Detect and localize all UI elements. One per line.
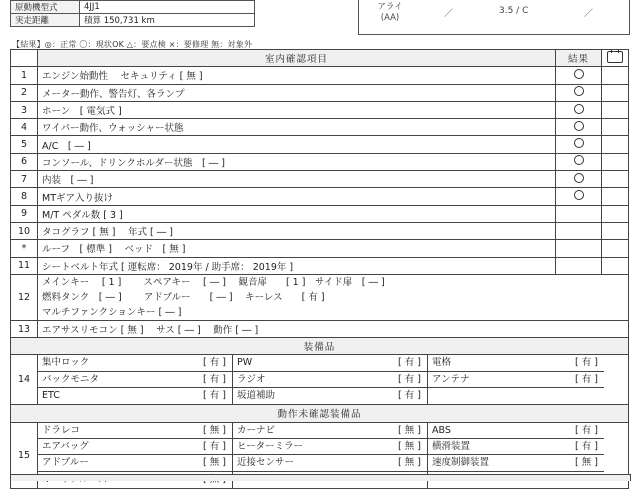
item-number: 6 <box>11 153 38 170</box>
equipment-name: バックモニタ <box>42 373 100 385</box>
result-legend: 【結果】◎：正常 〇：現状OK △：要点検 ×：要修理 無：対象外 <box>12 40 253 49</box>
interior-item-row <box>11 67 629 84</box>
item-text: ホーン [ 電気式 ] <box>38 101 556 118</box>
item-result <box>556 257 602 274</box>
equipment-item <box>38 388 233 404</box>
equipment-item <box>38 439 233 455</box>
header-blank <box>11 50 38 67</box>
equipment-value: [ 無 ] <box>398 457 421 469</box>
circle-icon <box>574 104 584 114</box>
circle-icon <box>574 155 584 165</box>
equipment-value: [ 有 ] <box>203 373 226 385</box>
equipment-value: [ 有 ] <box>203 390 226 402</box>
equipment-item <box>38 455 233 471</box>
equipment-header-row <box>11 338 629 355</box>
equipment-item <box>233 455 428 471</box>
item-icon-cell <box>602 205 629 222</box>
equipment-value: [ 有 ] <box>575 440 598 452</box>
equipment-name: エアバッグ <box>42 440 89 452</box>
interior-item-row <box>11 188 629 205</box>
item-number: 2 <box>11 84 38 101</box>
equipment-value: [ 無 ] <box>575 457 598 469</box>
item-number: 4 <box>11 119 38 136</box>
item-icon-cell <box>602 240 629 257</box>
item-icon-cell <box>602 67 629 84</box>
alignment-label-line2: (AA) <box>380 13 400 23</box>
equipment-name: 横滑装置 <box>432 440 471 452</box>
equipment-item <box>38 423 233 439</box>
item-text: メーター動作、警告灯、各ランプ <box>38 84 556 101</box>
equipment-number: 14 <box>11 355 38 405</box>
equipment-item <box>233 388 428 404</box>
equipment-item <box>38 372 233 388</box>
equipment-item <box>428 388 604 404</box>
item-icon-cell <box>602 188 629 205</box>
item-text: エアサスリモコン [ 無 ] サス [ ― ] 動作 [ ― ] <box>38 320 629 337</box>
equipment-name: 電格 <box>432 357 452 369</box>
keys-line: 燃料タンク [ ― ] アドブルー [ ― ] キーレス [ 有 ] <box>42 291 325 303</box>
item-number: 3 <box>11 101 38 118</box>
equipment-name: アドブルー <box>42 457 89 469</box>
item-result <box>556 136 602 153</box>
item-icon-cell <box>602 257 629 274</box>
item-number: 1 <box>11 67 38 84</box>
item-result <box>556 84 602 101</box>
equipment-item <box>233 423 428 439</box>
equipment-value: [ 無 ] <box>203 424 226 436</box>
item-text: シートベルト年式 [ 運転席： 2019年 / 助手席： 2019年 ] <box>38 257 556 274</box>
circle-icon <box>574 69 584 79</box>
item-icon-cell <box>602 153 629 170</box>
interior-item-row <box>11 222 629 239</box>
item-icon-cell <box>602 222 629 239</box>
equipment-value: [ 有 ] <box>575 373 598 385</box>
circle-icon <box>574 138 584 148</box>
alignment-label <box>365 2 415 24</box>
equipment-name: アンテナ <box>432 373 470 385</box>
equipment-item <box>428 355 604 371</box>
equipment-value: [ 有 ] <box>398 390 421 402</box>
item-result <box>556 240 602 257</box>
item-text: M/T ペダル数 [ 3 ] <box>38 205 556 222</box>
unchecked-header-row <box>11 405 629 422</box>
mileage-row <box>11 14 255 27</box>
item-icon-cell <box>602 101 629 118</box>
interior-item-row <box>11 153 629 170</box>
item-result <box>556 171 602 188</box>
item-number: 5 <box>11 136 38 153</box>
item-number: 12 <box>11 274 38 320</box>
equipment-item <box>428 423 604 439</box>
item-result <box>556 119 602 136</box>
item-icon-cell <box>602 171 629 188</box>
equipment-name: ドラレコ <box>42 424 81 436</box>
item-text: エンジン始動性 セキュリティ [ 無 ] <box>38 67 556 84</box>
item-result <box>556 188 602 205</box>
item-number: 8 <box>11 188 38 205</box>
equipment-value: [ 有 ] <box>203 440 226 452</box>
interior-item-row-keys <box>11 274 629 320</box>
equipment-value: [ 有 ] <box>398 373 421 385</box>
item-number: 9 <box>11 205 38 222</box>
equipment-item <box>38 355 233 371</box>
equipment-name: ETC <box>42 390 60 402</box>
item-number: 7 <box>11 171 38 188</box>
interior-item-row-airsus <box>11 320 629 337</box>
keys-line: メインキー [ 1 ] スペアキー [ ― ] 観音扉 [ 1 ] サイド扉 [ ― ] <box>42 276 385 288</box>
item-text: コンソール、ドリンクホルダー状態 [ ― ] <box>38 153 556 170</box>
alignment-value-right: ／ <box>584 9 594 19</box>
mileage-value: 積算 150,731 km <box>80 14 255 27</box>
clipboard-icon <box>607 51 623 63</box>
item-result <box>556 153 602 170</box>
vehicle-info-table <box>10 0 255 27</box>
item-icon-cell <box>602 119 629 136</box>
equipment-name: 近接センサー <box>237 457 295 469</box>
alignment-value-center: 3.5 / C <box>499 6 529 16</box>
equipment-grid <box>38 355 628 404</box>
equipment-item <box>233 439 428 455</box>
circle-icon <box>574 190 584 200</box>
equipment-grid-cell <box>38 355 629 405</box>
equipment-name: ラジオ <box>237 373 266 385</box>
equipment-value: [ 有 ] <box>203 357 226 369</box>
unchecked-header: 動作未確認装備品 <box>11 405 629 422</box>
unchecked-number: 15 <box>11 422 38 488</box>
item-text: A/C [ ― ] <box>38 136 556 153</box>
equipment-name: ABS <box>432 424 451 436</box>
interior-item-row <box>11 240 629 257</box>
item-result <box>556 222 602 239</box>
equipment-item <box>428 372 604 388</box>
equipment-value: [ 有 ] <box>575 424 598 436</box>
item-text-keys <box>38 274 629 320</box>
circle-icon <box>574 121 584 131</box>
interior-item-row <box>11 171 629 188</box>
interior-item-row <box>11 257 629 274</box>
item-result <box>556 205 602 222</box>
equipment-value: [ 有 ] <box>575 357 598 369</box>
equipment-name: PW <box>237 357 253 369</box>
alignment-box <box>358 0 630 35</box>
equipment-header: 装備品 <box>11 338 629 355</box>
interior-item-row <box>11 84 629 101</box>
equipment-value: [ 無 ] <box>398 440 421 452</box>
interior-item-row <box>11 119 629 136</box>
equipment-value: [ 有 ] <box>398 357 421 369</box>
interior-item-row <box>11 101 629 118</box>
equipment-name: 坂道補助 <box>237 390 276 402</box>
item-number: 11 <box>11 257 38 274</box>
item-icon-cell <box>602 136 629 153</box>
equipment-item <box>233 372 428 388</box>
result-header: 結果 <box>556 50 602 67</box>
equipment-value: [ 無 ] <box>398 424 421 436</box>
item-number: * <box>11 240 38 257</box>
circle-icon <box>574 86 584 96</box>
item-text: ルーフ [ 標準 ] ベッド [ 無 ] <box>38 240 556 257</box>
equipment-body-row <box>11 355 629 405</box>
alignment-value-left: ／ <box>444 9 454 19</box>
engine-model-value: 4JJ1 <box>80 1 255 14</box>
engine-model-row <box>11 1 255 14</box>
mileage-label: 実走距離 <box>11 14 80 27</box>
equipment-name: ヒーターミラー <box>237 440 304 452</box>
equipment-name: 速度制御装置 <box>432 457 490 469</box>
equipment-item <box>428 439 604 455</box>
keys-line: マルチファンクションキー [ ― ] <box>42 306 182 318</box>
equipment-item <box>428 455 604 471</box>
item-text: タコグラフ [ 無 ] 年式 [ ― ] <box>38 222 556 239</box>
equipment-name: 集中ロック <box>42 357 90 369</box>
item-result <box>556 101 602 118</box>
item-text: 内装 [ ― ] <box>38 171 556 188</box>
equipment-item <box>233 355 428 371</box>
item-result <box>556 67 602 84</box>
item-text: ワイパー動作、ウォッシャー状態 <box>38 119 556 136</box>
item-icon-cell <box>602 84 629 101</box>
item-number: 13 <box>11 320 38 337</box>
item-number: 10 <box>11 222 38 239</box>
equipment-value: [ 無 ] <box>203 457 226 469</box>
interior-header: 室内確認項目 <box>38 50 556 67</box>
circle-icon <box>574 173 584 183</box>
alignment-label-line1: アライ <box>377 2 403 12</box>
clipboard-icon-cell <box>602 50 629 67</box>
interior-item-row <box>11 205 629 222</box>
interior-item-row <box>11 136 629 153</box>
interior-check-table <box>10 49 629 489</box>
equipment-name: カーナビ <box>237 424 276 436</box>
item-text: MTギア入り抜け <box>38 188 556 205</box>
engine-model-label: 原動機型式 <box>11 1 80 14</box>
interior-header-row <box>11 50 629 67</box>
